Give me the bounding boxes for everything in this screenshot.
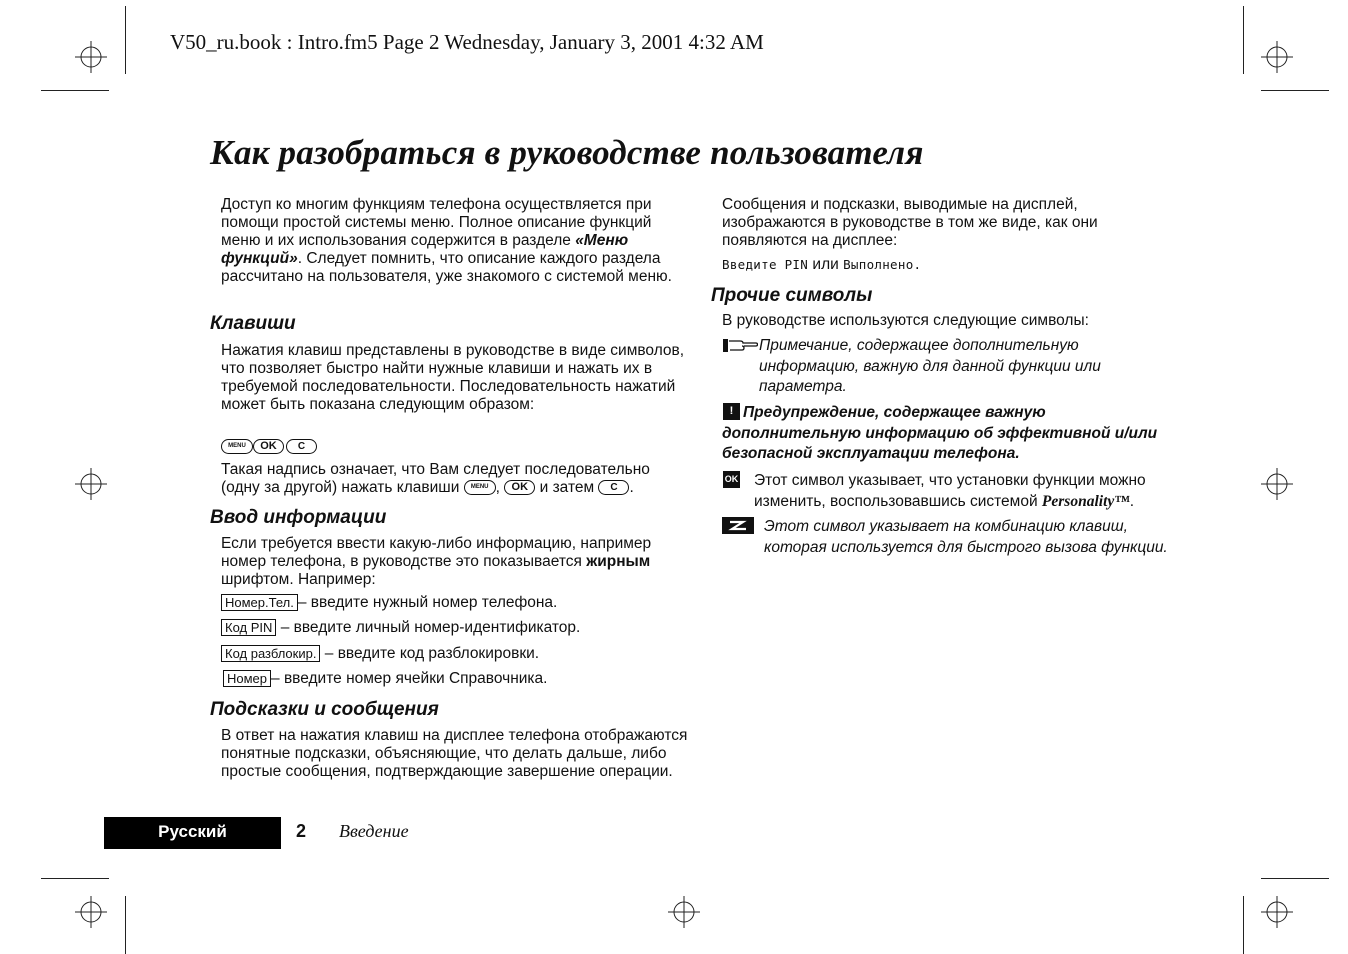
or-word: или — [812, 256, 839, 273]
intro-paragraph — [221, 196, 691, 286]
field-phone-number: Номер.Тел. — [221, 594, 298, 611]
page-title: Как разобраться в руководстве пользователя — [210, 133, 924, 172]
field-description: – введите нужный номер телефона. — [297, 594, 558, 611]
menu-key-icon: MENU — [221, 439, 253, 454]
field-description: – введите номер ячейки Справочника. — [271, 670, 548, 687]
page-number: 2 — [296, 821, 307, 841]
shortcut-icon — [722, 517, 754, 534]
crop-mark — [125, 6, 126, 74]
keys-explanation-text: Такая надпись означает, что Вам следует последовательно (одну за другой) нажать клавиши — [221, 461, 650, 496]
c-key-icon: C — [598, 480, 629, 495]
field-description: – введите личный номер-идентификатор. — [276, 619, 581, 636]
note-text: Примечание, содержащее дополнительную информацию, важную для данной функции или параметра. — [759, 337, 1101, 395]
crop-mark — [125, 896, 126, 954]
file-header: V50_ru.book : Intro.fm5 Page 2 Wednesday, January 3, 2001 4:32 AM — [170, 30, 764, 54]
messages-paragraph: Сообщения и подсказки, выводимые на дисплей, изображаются в руководстве в том же виде, как они появляются на дисплее: — [722, 196, 1098, 249]
menu-key-icon: MENU — [464, 480, 496, 495]
punct: . — [629, 479, 634, 496]
punct: , — [495, 479, 500, 496]
symbols-heading: Прочие символы — [711, 285, 873, 306]
registration-mark-icon — [1261, 468, 1293, 500]
input-text: шрифтом. Например: — [221, 571, 376, 588]
intro-text: Доступ ко многим функциям телефона осуществляется при помощи простой системы меню. Полное описание функций меню и их использования содержится в разделе — [221, 196, 652, 249]
field-pin-code: Код PIN — [221, 619, 276, 636]
field-description: – введите код разблокировки. — [320, 645, 540, 662]
prompts-paragraph: В ответ на нажатия клавиш на дисплее телефона отображаются понятные подсказки, объясняющие, что делать дальше, либо простые сообщения, подтверждающие завершение операции. — [221, 727, 688, 780]
footer-language: Русский — [158, 822, 227, 841]
symbols-intro: В руководстве используются следующие символы: — [722, 312, 1089, 329]
field-entry-number: Номер — [223, 670, 271, 687]
input-text: Если требуется ввести какую-либо информацию, например номер телефона, в руководстве это показывается — [221, 535, 652, 570]
c-key-icon: C — [286, 439, 317, 454]
menu-functions-link[interactable]: «Меню функций» — [221, 232, 629, 267]
note-hand-icon — [722, 336, 758, 354]
lcd-text: Введите PIN — [722, 257, 809, 272]
prompts-heading: Подсказки и сообщения — [210, 699, 439, 720]
registration-mark-icon — [75, 468, 107, 500]
crop-mark — [41, 90, 109, 91]
crop-mark — [41, 878, 109, 879]
keys-explanation-text: и затем — [539, 479, 595, 496]
field-unblock-code: Код разблокир. — [221, 645, 320, 662]
crop-mark — [1243, 896, 1244, 954]
field-example-row — [221, 594, 557, 612]
input-paragraph — [221, 535, 691, 589]
warning-text: Предупреждение, содержащее важную дополнительную информацию об эффективной и/или безопасной эксплуатации телефона. — [722, 404, 1158, 462]
registration-mark-icon — [1261, 41, 1293, 73]
ok-key-icon: OK — [504, 480, 535, 495]
keys-paragraph: Нажатия клавиш представлены в руководстве в виде символов, что позволяет быстро найти нужные клавиши и нажать их в требуемой последовательности. Последовательность нажатий может быть показана следующим образом: — [221, 342, 685, 413]
field-example-row — [223, 670, 547, 688]
section-name: Введение — [339, 821, 409, 841]
crop-mark — [1243, 6, 1244, 74]
field-example-row — [221, 645, 539, 663]
personality-brand: Personality™ — [1041, 492, 1130, 510]
crop-mark — [1261, 878, 1329, 879]
registration-mark-icon — [1261, 896, 1293, 928]
shortcut-text: Этот символ указывает на комбинацию клавиш, которая используется для быстрого вызова функции. — [764, 518, 1168, 556]
lcd-text: Выполнено. — [843, 257, 922, 272]
bold-word: жирным — [586, 553, 651, 570]
warning-icon-glyph: ! — [723, 403, 740, 420]
key-sequence — [221, 438, 317, 456]
registration-mark-icon — [668, 896, 700, 928]
ok-icon-glyph: OK — [723, 471, 740, 488]
keys-explanation — [221, 461, 691, 497]
crop-mark — [1261, 90, 1329, 91]
registration-mark-icon — [75, 896, 107, 928]
registration-mark-icon — [75, 41, 107, 73]
personality-text — [754, 471, 1194, 512]
punct: . — [1129, 492, 1135, 510]
intro-text: . Следует помнить, что описание каждого раздела рассчитано на пользователя, уже знакомого с системой меню. — [221, 250, 672, 285]
input-heading: Ввод информации — [210, 507, 387, 528]
lcd-examples — [722, 256, 921, 274]
field-example-row — [221, 619, 580, 637]
personality-description: Этот символ указывает, что установки функции можно изменить, воспользовавшись системой — [754, 472, 1146, 510]
personality-ok-icon — [723, 471, 740, 488]
keys-heading: Клавиши — [210, 313, 296, 334]
ok-key-icon: OK — [253, 439, 284, 454]
